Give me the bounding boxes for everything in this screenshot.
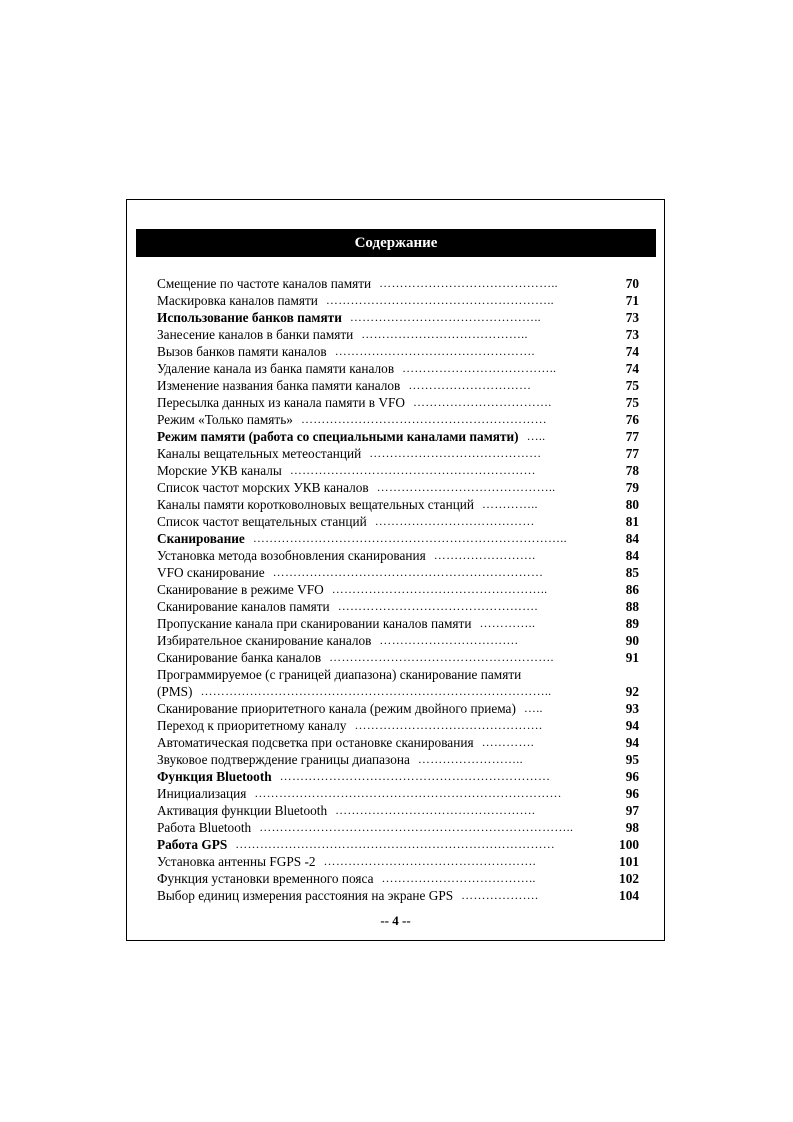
toc-entry-page-number: 78 [625, 463, 639, 478]
toc-entry[interactable] [157, 768, 639, 785]
toc-entry-page-number: 88 [625, 599, 639, 614]
toc-entry-page-number: 92 [625, 684, 639, 699]
toc-entry-label: Звуковое подтверждение границы диапазона [157, 752, 410, 767]
toc-entry[interactable] [157, 275, 639, 292]
toc-entry-label: Работа GPS [157, 837, 228, 852]
toc-entry[interactable] [157, 734, 639, 751]
toc-entry-label: Пересылка данных из канала памяти в VFO [157, 395, 405, 410]
toc-entry-label: Сканирование [157, 531, 245, 546]
toc-entry[interactable] [157, 598, 639, 615]
toc-entry-leader-dots: …………………………………….. [379, 276, 558, 290]
page-title: Содержание [136, 229, 656, 257]
toc-entry[interactable] [157, 615, 639, 632]
toc-entry-leader-dots: …………………….. [417, 752, 523, 766]
toc-entry[interactable] [157, 496, 639, 513]
toc-entry[interactable] [157, 547, 639, 564]
toc-entry-label: Сканирование банка каналов [157, 650, 322, 665]
toc-entry-leader-dots: ………………………………………………………… [272, 565, 544, 579]
toc-entry[interactable] [157, 819, 639, 836]
toc-entry[interactable] [157, 666, 639, 700]
toc-entry-page-number: 94 [625, 718, 639, 733]
toc-entry-label: Каналы вещательных метеостанций [157, 446, 362, 461]
toc-entry-leader-dots: …………. [481, 735, 535, 749]
toc-entry-page-number: 84 [625, 531, 639, 546]
toc-entry-leader-dots: ………………………………………………………………… [254, 786, 562, 800]
toc-entry-leader-dots: ……………………………….. [402, 361, 557, 375]
toc-entry[interactable] [157, 343, 639, 360]
toc-entry-label: VFO сканирование [157, 565, 265, 580]
toc-entry[interactable] [157, 292, 639, 309]
toc-entry[interactable] [157, 326, 639, 343]
toc-entry-page-number: 91 [625, 650, 639, 665]
toc-entry-leader-dots: ………………………………………………………… [279, 769, 551, 783]
toc-entry-label: Инициализация [157, 786, 247, 801]
toc-entry-label: Морские УКВ каналы [157, 463, 282, 478]
toc-entry-page-number: 76 [625, 412, 639, 427]
toc-entry-leader-dots: …………………………………… [369, 446, 542, 460]
toc-entry-label: Режим памяти (работа со специальными каналами памяти) [157, 429, 519, 444]
toc-entry[interactable] [157, 445, 639, 462]
toc-entry[interactable] [157, 394, 639, 411]
toc-entry-page-number: 100 [619, 837, 639, 852]
toc-entry[interactable] [157, 785, 639, 802]
toc-entry[interactable] [157, 717, 639, 734]
toc-entry-page-number: 84 [625, 548, 639, 563]
toc-entry-page-number: 85 [625, 565, 639, 580]
toc-entry-page-number: 75 [625, 395, 639, 410]
toc-entry-leader-dots: ……………………………………………. [323, 854, 536, 868]
toc-entry-label: Пропускание канала при сканировании каналов памяти [157, 616, 472, 631]
toc-entry-label: Программируемое (с границей диапазона) сканирование памяти [157, 667, 522, 682]
toc-entry-label: Автоматическая подсветка при остановке сканирования [157, 735, 474, 750]
toc-entry-leader-dots: ………………………………….. [361, 327, 528, 341]
toc-entry[interactable] [157, 309, 639, 326]
toc-entry-label: Функция установки временного пояса [157, 871, 374, 886]
toc-entry[interactable] [157, 853, 639, 870]
toc-entry-page-number: 75 [625, 378, 639, 393]
toc-entry-page-number: 89 [625, 616, 639, 631]
toc-entry-page-number: 86 [625, 582, 639, 597]
toc-entry-page-number: 95 [625, 752, 639, 767]
toc-entry-label: Сканирование приоритетного канала (режим двойного приема) [157, 701, 516, 716]
toc-entry-label: Удаление канала из банка памяти каналов [157, 361, 395, 376]
toc-entry[interactable] [157, 513, 639, 530]
toc-entry-leader-dots: ………………………………………………. [329, 650, 554, 664]
toc-entry-page-number: 70 [625, 276, 639, 291]
toc-entry[interactable] [157, 581, 639, 598]
toc-entry-label: Сканирование каналов памяти [157, 599, 330, 614]
toc-entry[interactable] [157, 887, 639, 904]
toc-entry-leader-dots: ……………………………………………….. [325, 293, 554, 307]
toc-entry-page-number: 104 [619, 888, 639, 903]
toc-entry-page-number: 102 [619, 871, 639, 886]
toc-entry-leader-dots: …………………………………………….. [331, 582, 548, 596]
toc-entry-leader-dots: ……………………. [433, 548, 536, 562]
toc-entry[interactable] [157, 360, 639, 377]
toc-entry-leader-dots: ….. [523, 701, 543, 715]
toc-entry-page-number: 71 [625, 293, 639, 308]
toc-entry[interactable] [157, 462, 639, 479]
toc-entry-page-number: 93 [625, 701, 639, 716]
toc-entry-leader-dots: …………………………………………………………………… [235, 837, 556, 851]
toc-entry-leader-dots: …………………………………….. [376, 480, 556, 494]
toc-entry[interactable] [157, 836, 639, 853]
toc-entry-page-number: 77 [625, 429, 639, 444]
toc-entry-leader-dots: ……………………………. [379, 633, 519, 647]
toc-entry-label: Избирательное сканирование каналов [157, 633, 372, 648]
toc-entry-leader-dots: …………………………………………………… [289, 463, 536, 477]
toc-entry-page-number: 73 [625, 310, 639, 325]
toc-entry-label: Сканирование в режиме VFO [157, 582, 324, 597]
toc-entry-leader-dots: …………………………………………. [334, 344, 535, 358]
toc-entry[interactable] [157, 428, 639, 445]
toc-entry-page-number: 77 [625, 446, 639, 461]
toc-entry-label: Каналы памяти коротковолновых вещательных станций [157, 497, 475, 512]
toc-entry-page-number: 96 [625, 769, 639, 784]
page-number: -- 4 -- [380, 913, 411, 928]
toc-entry-page-number: 73 [625, 327, 639, 342]
toc-entry[interactable] [157, 802, 639, 819]
toc-entry-leader-dots: ……………………………….. [381, 871, 536, 885]
toc-entry-label: Установка метода возобновления сканирования [157, 548, 426, 563]
toc-entry-page-number: 94 [625, 735, 639, 750]
toc-entry-leader-dots: ………….. [479, 616, 536, 630]
toc-entry-label: Работа Bluetooth [157, 820, 252, 835]
toc-entry-page-number: 96 [625, 786, 639, 801]
toc-entry-leader-dots: ……………………………. [413, 395, 552, 409]
toc-entry-label: Занесение каналов в банки памяти [157, 327, 354, 342]
toc-entry-label: Смещение по частоте каналов памяти [157, 276, 372, 291]
toc-entry-label: Список частот вещательных станций [157, 514, 367, 529]
toc-entry-page-number: 101 [619, 854, 639, 869]
toc-entry-label: Установка антенны FGPS -2 [157, 854, 316, 869]
toc-entry-leader-dots: ………………………………………………………………….. [259, 820, 574, 834]
toc-entry[interactable] [157, 751, 639, 768]
toc-entry[interactable] [157, 479, 639, 496]
toc-entry-label: Активация функции Bluetooth [157, 803, 328, 818]
page-frame [126, 199, 665, 941]
toc-entry-page-number: 80 [625, 497, 639, 512]
toc-entry-label: Список частот морских УКВ каналов [157, 480, 369, 495]
toc-entry-leader-dots: ………………………………………………………………………….. [200, 684, 552, 698]
toc-entry-label: Вызов банков памяти каналов [157, 344, 327, 359]
toc-entry-label: Использование банков памяти [157, 310, 342, 325]
toc-entry-label: Маскировка каналов памяти [157, 293, 318, 308]
toc-entry-page-number: 74 [625, 361, 639, 376]
toc-entry-page-number: 81 [625, 514, 639, 529]
toc-entry-leader-dots: …………………………………………………… [300, 412, 547, 426]
toc-entry[interactable] [157, 377, 639, 394]
toc-entry-leader-dots: ……………………………………….. [349, 310, 541, 324]
toc-entry[interactable] [157, 530, 639, 547]
table-of-contents [157, 275, 639, 904]
toc-entry-leader-dots: ………………………………… [374, 514, 535, 528]
toc-entry-label: Изменение названия банка памяти каналов [157, 378, 401, 393]
toc-entry-page-number: 97 [625, 803, 639, 818]
toc-entry-leader-dots: …………………………………………. [337, 599, 538, 613]
toc-entry-label: Выбор единиц измерения расстояния на экране GPS [157, 888, 454, 903]
toc-entry[interactable] [157, 870, 639, 887]
toc-entry-leader-dots: ………………………………………………………………….. [252, 531, 567, 545]
toc-entry[interactable] [157, 700, 639, 717]
toc-entry-leader-dots: ………………………………………. [354, 718, 543, 732]
toc-entry-label: Режим «Только память» [157, 412, 293, 427]
toc-entry-leader-dots: ………………. [461, 888, 539, 902]
toc-entry-label: Функция Bluetooth [157, 769, 272, 784]
toc-entry-page-number: 90 [625, 633, 639, 648]
toc-entry-leader-dots: ………….. [482, 497, 538, 511]
toc-entry[interactable] [157, 632, 639, 649]
toc-entry[interactable] [157, 564, 639, 581]
toc-entry-label-continued: (PMS) [157, 684, 193, 699]
toc-entry-label: Переход к приоритетному каналу [157, 718, 347, 733]
toc-entry-page-number: 74 [625, 344, 639, 359]
toc-entry[interactable] [157, 411, 639, 428]
toc-entry-page-number: 98 [625, 820, 639, 835]
toc-entry-leader-dots: ….. [526, 429, 546, 443]
toc-entry[interactable] [157, 649, 639, 666]
toc-entry-leader-dots: …………………………………………. [335, 803, 536, 817]
toc-entry-page-number: 79 [625, 480, 639, 495]
toc-entry-leader-dots: ………………………… [408, 378, 532, 392]
